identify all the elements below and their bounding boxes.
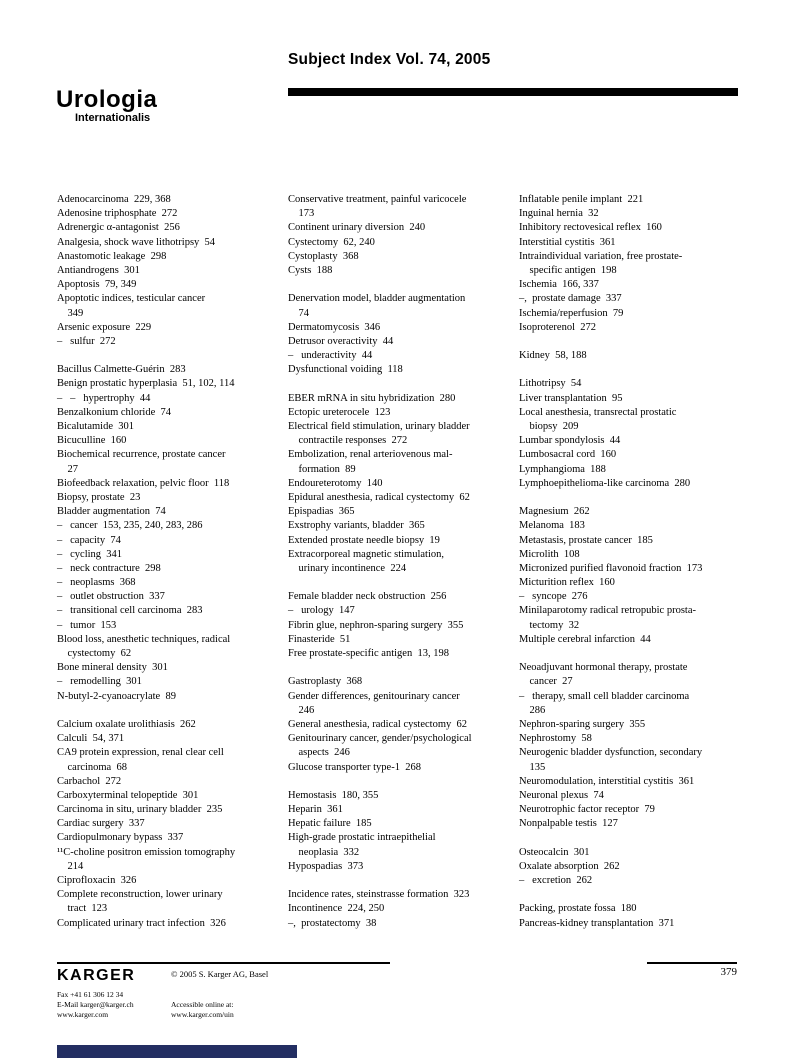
- index-line: Packing, prostate fossa 180: [519, 903, 637, 915]
- index-line: –, prostate damage 337: [519, 293, 622, 305]
- publisher-website: www.karger.com: [57, 1010, 109, 1019]
- index-line: Apoptotic indices, testicular cancer: [57, 293, 206, 305]
- index-gap: [288, 874, 518, 888]
- index-line: Micronized purified flavonoid fraction 173: [519, 562, 703, 574]
- online-access: [171, 1000, 234, 1020]
- index-line: contractile responses 272: [288, 435, 408, 447]
- index-line: Minilaparotomy radical retropubic prosta-: [519, 605, 696, 617]
- index-line: Lithotripsy 54: [519, 378, 582, 390]
- index-line: Embolization, renal arteriovenous mal-: [288, 449, 453, 461]
- index-line: Hepatic failure 185: [288, 818, 372, 830]
- index-line: – – hypertrophy 44: [57, 392, 151, 404]
- index-line: – neck contracture 298: [57, 562, 161, 574]
- index-line: Nonpalpable testis 127: [519, 818, 618, 830]
- index-line: Adenocarcinoma 229, 368: [57, 194, 171, 205]
- index-line: Oxalate absorption 262: [519, 860, 620, 872]
- index-line: 74: [288, 307, 309, 319]
- index-line: Female bladder neck obstruction 256: [288, 591, 447, 603]
- index-line: Interstitial cystitis 361: [519, 236, 616, 248]
- index-line: ¹¹C-choline positron emission tomography: [57, 846, 236, 858]
- index-line: Pancreas-kidney transplantation 371: [519, 917, 675, 929]
- index-line: CA9 protein expression, renal clear cell: [57, 747, 224, 759]
- index-line: Heparin 361: [288, 804, 343, 816]
- index-line: Calcium oxalate urolithiasis 262: [57, 718, 196, 730]
- index-line: Adrenergic α-antagonist 256: [57, 222, 180, 234]
- index-line: Nephron-sparing surgery 355: [519, 718, 646, 730]
- publisher-email: E-Mail karger@karger.ch: [57, 1000, 134, 1009]
- index-line: Biofeedback relaxation, pelvic floor 118: [57, 477, 230, 489]
- index-line: Melanoma 183: [519, 520, 585, 532]
- index-line: 27: [57, 463, 78, 475]
- index-gap: [57, 349, 287, 363]
- index-line: 349: [57, 307, 84, 319]
- index-line: EBER mRNA in situ hybridization 280: [288, 392, 456, 404]
- index-line: Neuronal plexus 74: [519, 789, 604, 801]
- index-line: Continent urinary diversion 240: [288, 222, 426, 234]
- index-line: Anastomotic leakage 298: [57, 250, 167, 262]
- index-line: Cystoplasty 368: [288, 250, 359, 262]
- index-line: Detrusor overactivity 44: [288, 335, 394, 347]
- index-line: cancer 27: [519, 676, 573, 688]
- index-line: Denervation model, bladder augmentation: [288, 293, 466, 305]
- index-line: Gender differences, genitourinary cancer: [288, 690, 460, 702]
- journal-logo-name: Urologia: [56, 86, 158, 113]
- index-line: Dermatomycosis 346: [288, 321, 381, 333]
- index-line: Cardiac surgery 337: [57, 818, 145, 830]
- index-line: Local anesthesia, transrectal prostatic: [519, 406, 677, 418]
- index-line: Antiandrogens 301: [57, 264, 140, 276]
- index-line: High-grade prostatic intraepithelial: [288, 832, 436, 844]
- index-line: – urology 147: [288, 605, 355, 617]
- index-line: Glucose transporter type-1 268: [288, 761, 421, 773]
- index-line: Lymphoepithelioma-like carcinoma 280: [519, 477, 691, 489]
- page-number: 379: [720, 966, 737, 978]
- index-gap: [288, 661, 518, 675]
- index-gap: [288, 278, 518, 292]
- index-line: Finasteride 51: [288, 633, 351, 645]
- index-line: Free prostate-specific antigen 13, 198: [288, 648, 449, 659]
- index-line: Hemostasis 180, 355: [288, 789, 379, 801]
- index-gap: [519, 363, 749, 377]
- index-line: – tumor 153: [57, 619, 117, 631]
- index-line: Metastasis, prostate cancer 185: [519, 534, 653, 546]
- index-line: Multiple cerebral infarction 44: [519, 633, 651, 645]
- index-column-1: [57, 193, 287, 931]
- index-line: Ischemia/reperfusion 79: [519, 307, 624, 319]
- index-line: – sulfur 272: [57, 335, 116, 347]
- index-line: Bicalutamide 301: [57, 421, 134, 432]
- index-line: Microlith 108: [519, 548, 580, 560]
- index-line: – transitional cell carcinoma 283: [57, 605, 203, 617]
- page-title: Subject Index Vol. 74, 2005: [288, 51, 491, 68]
- index-line: Inflatable penile implant 221: [519, 194, 644, 205]
- index-line: Incidence rates, steinstrasse formation 323: [288, 889, 470, 901]
- index-gap: [519, 335, 749, 349]
- index-line: Genitourinary cancer, gender/psychological: [288, 733, 472, 745]
- index-line: Calculi 54, 371: [57, 733, 125, 745]
- index-line: Neoadjuvant hormonal therapy, prostate: [519, 662, 688, 674]
- index-line: Arsenic exposure 229: [57, 321, 152, 333]
- index-line: Ectopic ureterocele 123: [288, 406, 391, 418]
- index-line: Extended prostate needle biopsy 19: [288, 534, 440, 546]
- index-line: neoplasia 332: [288, 846, 360, 858]
- publisher-fax: Fax +41 61 306 12 34: [57, 990, 124, 999]
- index-line: urinary incontinence 224: [288, 562, 407, 574]
- copyright-notice: © 2005 S. Karger AG, Basel: [171, 969, 269, 979]
- index-line: – outlet obstruction 337: [57, 591, 165, 603]
- index-line: Extracorporeal magnetic stimulation,: [288, 548, 444, 560]
- index-line: Dysfunctional voiding 118: [288, 364, 403, 376]
- index-line: Bone mineral density 301: [57, 662, 168, 674]
- index-line: formation 89: [288, 463, 356, 475]
- online-access-label: Accessible online at:: [171, 1000, 234, 1009]
- index-line: Benzalkonium chloride 74: [57, 406, 172, 418]
- title-rule: [288, 88, 738, 96]
- index-column-3: [519, 193, 749, 931]
- index-line: Cystectomy 62, 240: [288, 236, 375, 248]
- index-line: Incontinence 224, 250: [288, 903, 385, 915]
- index-line: – cancer 153, 235, 240, 283, 286: [57, 520, 203, 532]
- index-line: Neurotrophic factor receptor 79: [519, 804, 655, 816]
- index-line: Conservative treatment, painful varicocele: [288, 194, 467, 205]
- index-line: Benign prostatic hyperplasia 51, 102, 114: [57, 378, 235, 390]
- index-line: Adenosine triphosphate 272: [57, 208, 178, 220]
- index-line: – excretion 262: [519, 875, 593, 886]
- index-line: Liver transplantation 95: [519, 392, 623, 404]
- index-line: Bladder augmentation 74: [57, 506, 166, 518]
- index-line: Biopsy, prostate 23: [57, 491, 141, 503]
- publisher-contact: [57, 990, 134, 1020]
- index-line: Neurogenic bladder dysfunction, secondary: [519, 747, 703, 759]
- index-line: Carcinoma in situ, urinary bladder 235: [57, 804, 223, 816]
- index-line: Nephrostomy 58: [519, 733, 592, 745]
- index-line: biopsy 209: [519, 421, 579, 432]
- index-line: Inhibitory rectovesical reflex 160: [519, 222, 662, 234]
- index-line: Bacillus Calmette-Guérin 283: [57, 364, 186, 376]
- bottom-brand-bar: [57, 1045, 297, 1058]
- index-line: Carboxyterminal telopeptide 301: [57, 789, 199, 801]
- index-line: Osteocalcin 301: [519, 846, 590, 858]
- index-line: 214: [57, 860, 84, 872]
- index-line: Epidural anesthesia, radical cystectomy 62: [288, 491, 470, 503]
- index-line: General anesthesia, radical cystectomy 62: [288, 718, 468, 730]
- footer-rule-right: [647, 962, 737, 964]
- index-line: Inguinal hernia 32: [519, 208, 599, 220]
- index-line: 173: [288, 208, 315, 220]
- index-line: Ciprofloxacin 326: [57, 875, 137, 886]
- online-access-url: www.karger.com/uin: [171, 1010, 234, 1019]
- index-line: Intraindividual variation, free prostate-: [519, 250, 683, 262]
- index-gap: [519, 491, 749, 505]
- index-line: Kidney 58, 188: [519, 350, 587, 362]
- index-gap: [519, 888, 749, 902]
- index-line: tract 123: [57, 903, 108, 915]
- index-line: tectomy 32: [519, 619, 580, 631]
- index-line: 246: [288, 704, 315, 716]
- index-line: Analgesia, shock wave lithotripsy 54: [57, 236, 216, 248]
- index-line: – capacity 74: [57, 534, 121, 546]
- index-line: –, prostatectomy 38: [288, 917, 377, 929]
- index-line: Isoproterenol 272: [519, 321, 596, 333]
- index-line: Endoureterotomy 140: [288, 477, 383, 489]
- index-line: Complete reconstruction, lower urinary: [57, 889, 223, 901]
- index-line: 135: [519, 761, 546, 773]
- index-line: Lumbar spondylosis 44: [519, 435, 621, 447]
- index-gap: [519, 831, 749, 845]
- index-line: – remodelling 301: [57, 676, 142, 688]
- index-line: Neuromodulation, interstitial cystitis 361: [519, 775, 695, 787]
- index-line: cystectomy 62: [57, 648, 132, 659]
- index-line: Ischemia 166, 337: [519, 279, 599, 291]
- index-column-2: [288, 193, 518, 931]
- index-line: Micturition reflex 160: [519, 577, 615, 589]
- index-line: – therapy, small cell bladder carcinoma: [519, 690, 690, 702]
- index-gap: [57, 704, 287, 718]
- index-line: Gastroplasty 368: [288, 676, 363, 688]
- index-line: Bicuculline 160: [57, 435, 127, 447]
- index-gap: [288, 377, 518, 391]
- index-line: Cysts 188: [288, 264, 333, 276]
- index-line: Apoptosis 79, 349: [57, 279, 137, 291]
- index-line: – neoplasms 368: [57, 577, 136, 589]
- index-line: Fibrin glue, nephron-sparing surgery 355: [288, 619, 464, 631]
- index-line: Epispadias 365: [288, 506, 355, 518]
- index-line: N-butyl-2-cyanoacrylate 89: [57, 690, 176, 702]
- publisher-logo: KARGER: [57, 967, 136, 984]
- index-line: Lymphangioma 188: [519, 463, 606, 475]
- index-line: Electrical field stimulation, urinary bladder: [288, 421, 470, 432]
- index-line: aspects 246: [288, 747, 350, 759]
- index-line: Lumbosacral cord 160: [519, 449, 617, 461]
- index-gap: [288, 576, 518, 590]
- index-line: – underactivity 44: [288, 350, 373, 362]
- index-line: Biochemical recurrence, prostate cancer: [57, 449, 226, 461]
- index-line: Magnesium 262: [519, 506, 590, 518]
- index-line: Hypospadias 373: [288, 860, 364, 872]
- index-line: carcinoma 68: [57, 761, 127, 773]
- index-line: Cardiopulmonary bypass 337: [57, 832, 184, 844]
- index-gap: [519, 647, 749, 661]
- index-line: – syncope 276: [519, 591, 588, 603]
- index-line: 286: [519, 704, 546, 716]
- index-line: Exstrophy variants, bladder 365: [288, 520, 425, 532]
- index-line: specific antigen 198: [519, 264, 617, 276]
- index-line: Blood loss, anesthetic techniques, radical: [57, 633, 231, 645]
- index-line: Carbachol 272: [57, 775, 122, 787]
- journal-logo-subname: Internationalis: [75, 112, 151, 124]
- index-line: – cycling 341: [57, 548, 123, 560]
- index-line: Complicated urinary tract infection 326: [57, 917, 226, 929]
- footer-rule-left: [57, 962, 390, 964]
- index-gap: [288, 775, 518, 789]
